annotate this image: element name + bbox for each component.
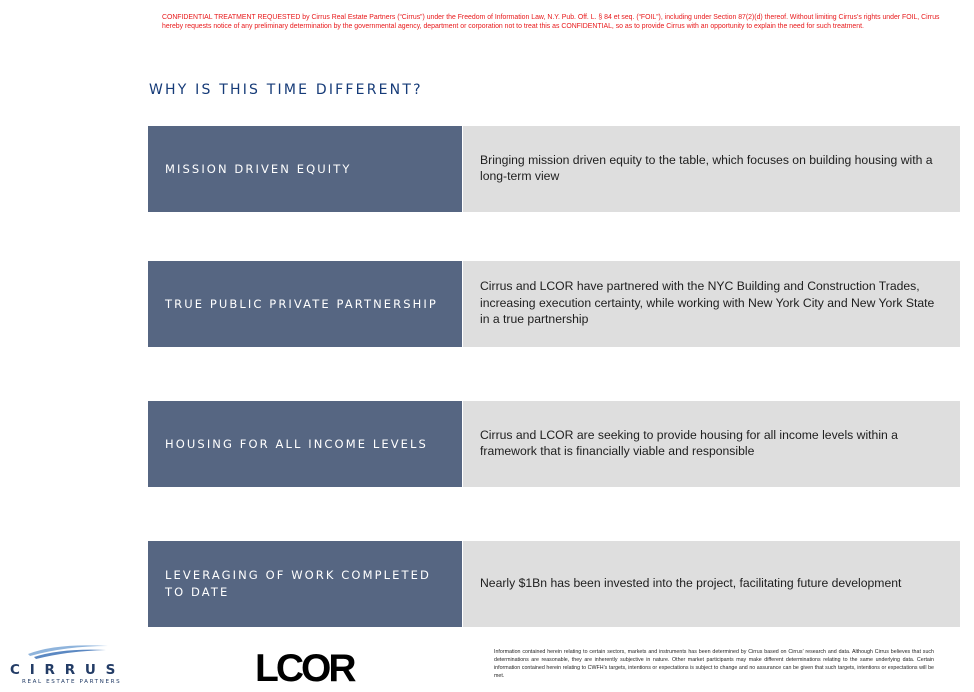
cirrus-swoosh-icon: [26, 642, 110, 662]
reason-row: [148, 261, 960, 347]
lcor-logo: LCOR: [255, 647, 354, 690]
cirrus-logo-name: CIRRUS: [10, 662, 126, 678]
reason-description: Cirrus and LCOR have partnered with the NYC Building and Construction Trades, increasing execution certainty, while working with New York City and New York State in a true partnership: [463, 261, 960, 347]
cirrus-logo: [6, 642, 130, 690]
reason-row: [148, 401, 960, 487]
page-title: WHY IS THIS TIME DIFFERENT?: [149, 82, 423, 98]
reason-label: HOUSING FOR ALL INCOME LEVELS: [148, 401, 462, 487]
reason-label: TRUE PUBLIC PRIVATE PARTNERSHIP: [148, 261, 462, 347]
cirrus-logo-subtitle: REAL ESTATE PARTNERS: [22, 679, 122, 685]
reason-row: [148, 541, 960, 627]
reason-description: Cirrus and LCOR are seeking to provide housing for all income levels within a framework that is financially viable and responsible: [463, 401, 960, 487]
reason-description: Nearly $1Bn has been invested into the project, facilitating future development: [463, 541, 960, 627]
reason-label: LEVERAGING OF WORK COMPLETED TO DATE: [148, 541, 462, 627]
reason-label: MISSION DRIVEN EQUITY: [148, 126, 462, 212]
footer-disclaimer: Information contained herein relating to certain sectors, markets and instruments has been determined by Cirrus based on Cirrus’ research and data. Although Cirrus believes that such determinations are reasonable, they are inherently subjective in nature. Other market participants may make different determinations relating to the same underlying data. Certain information contained herein relating to CWFH’s targets, intentions or expectations is subject to change and no assurance can be given that such targets, intentions or expectations will be met.: [494, 649, 934, 680]
reason-row: [148, 126, 960, 212]
reason-description: Bringing mission driven equity to the table, which focuses on building housing with a long-term view: [463, 126, 960, 212]
confidential-notice: CONFIDENTIAL TREATMENT REQUESTED by Cirrus Real Estate Partners (“Cirrus”) under the Freedom of Information Law, N.Y. Pub. Off. L. § 84 et seq. (“FOIL”), including under Section 87(2)(d) thereof. Without limiting Cirrus’s rights under FOIL, Cirrus hereby requests notice of any preliminary determination by the governmental agency, department or corporation not to treat this as CONFIDENTIAL, so as to provide Cirrus with an opportunity to explain the need for such treatment.: [162, 14, 940, 31]
